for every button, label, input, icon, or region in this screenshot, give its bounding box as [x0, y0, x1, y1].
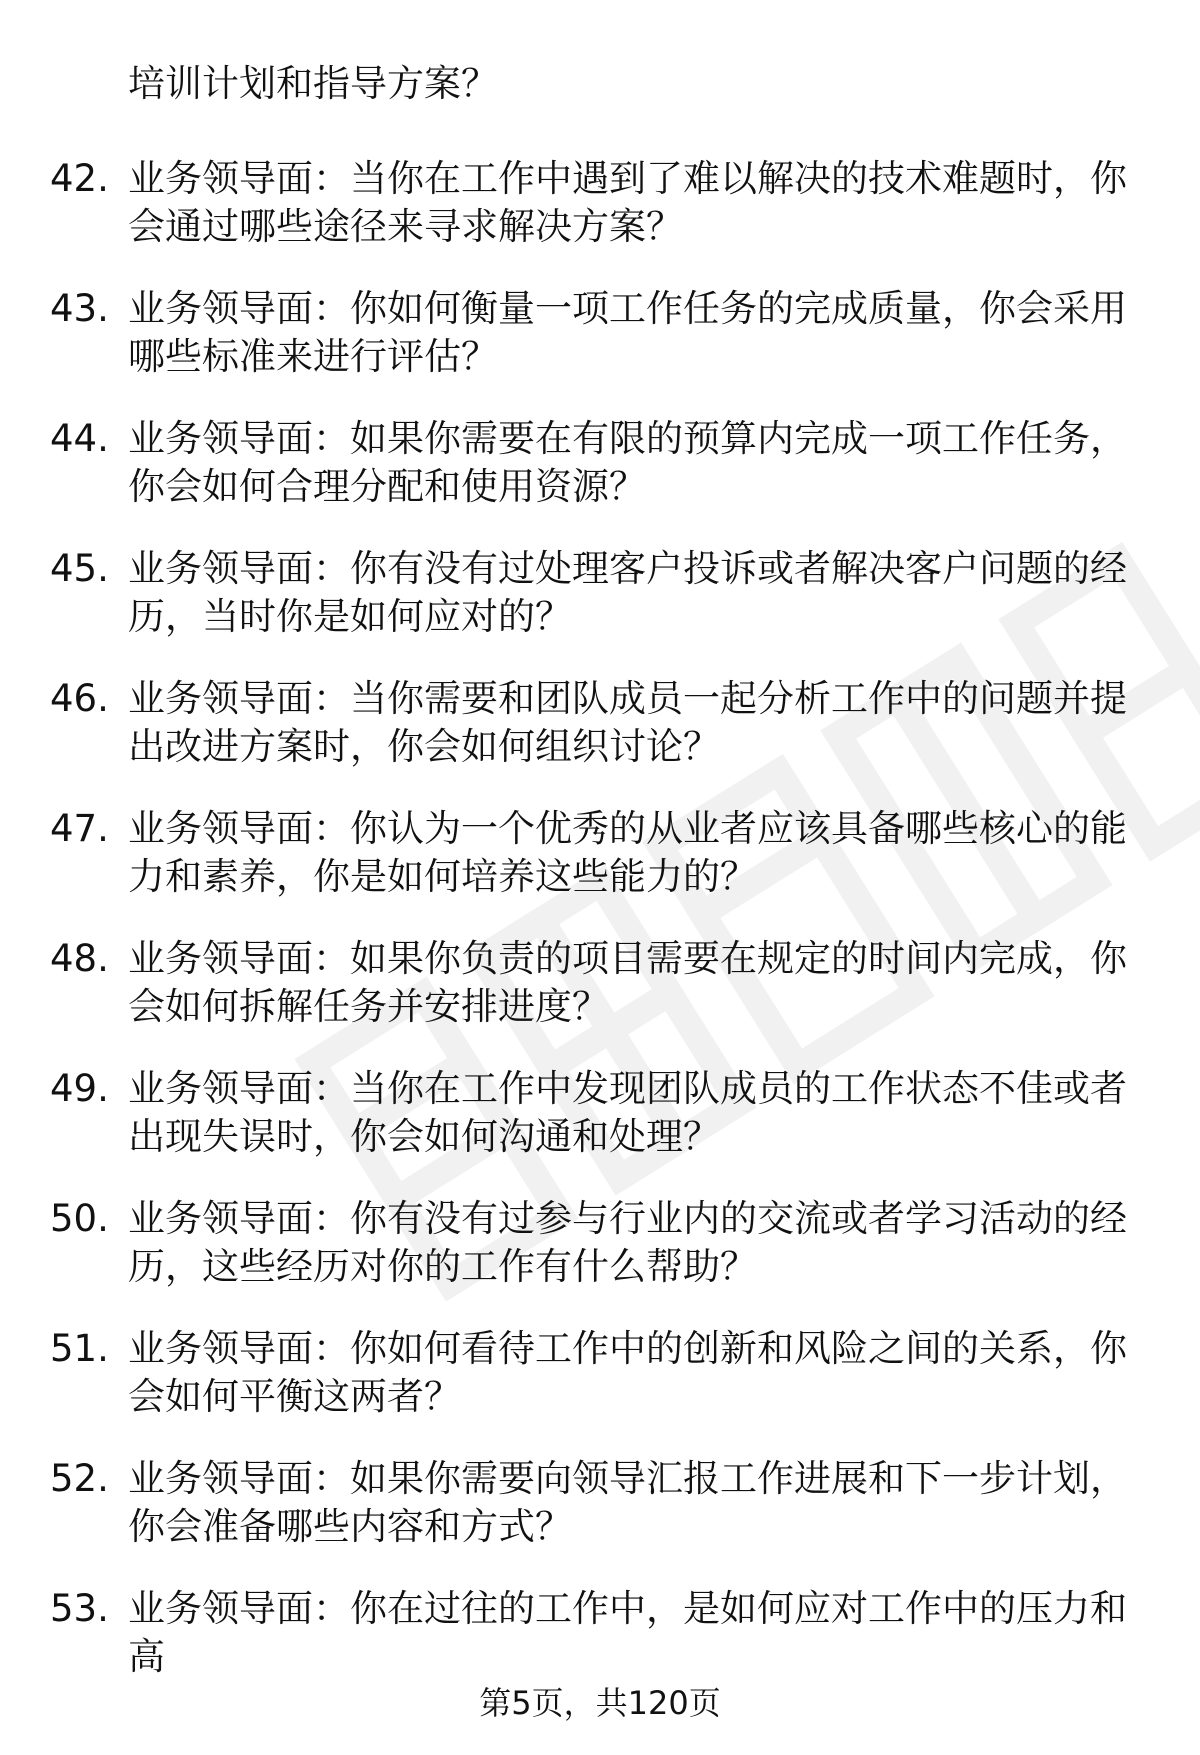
question-number: 47. [50, 807, 109, 850]
list-item [0, 155, 1200, 285]
question-number: 53. [50, 1587, 109, 1630]
question-number: 42. [50, 157, 109, 200]
list-item [0, 1195, 1200, 1325]
question-text: 业务领导面：你在过往的工作中，是如何应对工作中的压力和高 [128, 1587, 1127, 1678]
question-text: 业务领导面：如果你需要在有限的预算内完成一项工作任务，你会如何合理分配和使用资源？ [128, 417, 1127, 508]
continuation-text: 培训计划和指导方案？ [128, 62, 498, 105]
question-text: 业务领导面：你如何看待工作中的创新和风险之间的关系，你会如何平衡这两者？ [128, 1327, 1127, 1418]
list-item [0, 805, 1200, 935]
page-footer: 第5页，共120页 [479, 1684, 721, 1722]
list-item [0, 675, 1200, 805]
question-number: 44. [50, 417, 109, 460]
question-number: 49. [50, 1067, 109, 1110]
question-number: 52. [50, 1457, 109, 1500]
question-list [0, 155, 1200, 1715]
question-number: 46. [50, 677, 109, 720]
list-item [0, 285, 1200, 415]
question-text: 业务领导面：你有没有过参与行业内的交流或者学习活动的经历，这些经历对你的工作有什么帮助？ [128, 1197, 1127, 1288]
question-number: 48. [50, 937, 109, 980]
list-item [0, 415, 1200, 545]
question-text: 业务领导面：当你需要和团队成员一起分析工作中的问题并提出改进方案时，你会如何组织讨论？ [128, 677, 1127, 768]
question-number: 45. [50, 547, 109, 590]
list-item [0, 1455, 1200, 1585]
question-text: 业务领导面：你如何衡量一项工作任务的完成质量，你会采用哪些标准来进行评估？ [128, 287, 1127, 378]
question-text: 业务领导面：如果你需要向领导汇报工作进展和下一步计划，你会准备哪些内容和方式？ [128, 1457, 1127, 1548]
list-item [0, 545, 1200, 675]
question-text: 业务领导面：当你在工作中遇到了难以解决的技术难题时，你会通过哪些途径来寻求解决方案？ [128, 157, 1127, 248]
question-number: 50. [50, 1197, 109, 1240]
question-number: 43. [50, 287, 109, 330]
question-number: 51. [50, 1327, 109, 1370]
question-text: 业务领导面：你认为一个优秀的从业者应该具备哪些核心的能力和素养，你是如何培养这些能力的？ [128, 807, 1127, 898]
question-text: 业务领导面：你有没有过处理客户投诉或者解决客户问题的经历，当时你是如何应对的？ [128, 547, 1127, 638]
question-text: 业务领导面：当你在工作中发现团队成员的工作状态不佳或者出现失误时，你会如何沟通和处理？ [128, 1067, 1127, 1158]
question-text: 业务领导面：如果你负责的项目需要在规定的时间内完成，你会如何拆解任务并安排进度？ [128, 937, 1127, 1028]
list-item [0, 1325, 1200, 1455]
list-item [0, 935, 1200, 1065]
list-item [0, 1065, 1200, 1195]
